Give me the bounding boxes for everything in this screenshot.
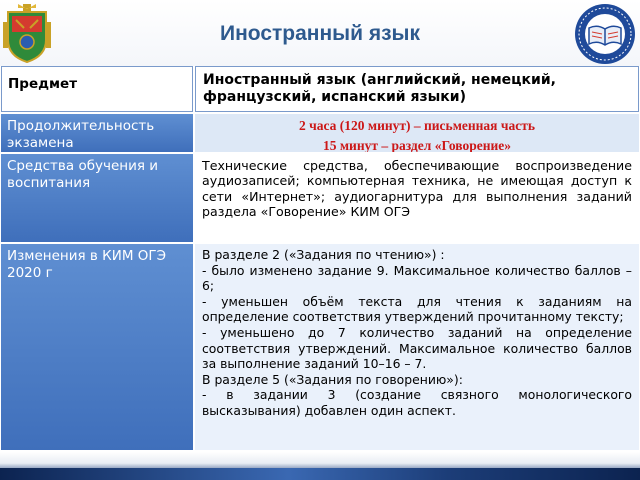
row-value-means: Технические средства, обеспечивающие воспроизведение аудиозаписей; компьютерная техника, не имеющая доступ к сети «Интернет»; аудиогарнитура для выполнения заданий раздела «Говорение» КИМ ОГЭ bbox=[195, 154, 639, 242]
duration-written: 2 часа (120 минут) – письменная часть bbox=[298, 118, 535, 133]
row-label-means: Средства обучения и воспитания bbox=[1, 154, 193, 242]
changes-line: - уменьшено до 7 количество заданий на определение соответствия утверждений. Максимальное количество баллов за выполнение заданий 10–16 – 7. bbox=[202, 324, 632, 372]
changes-line: - было изменено задание 9. Максимальное количество баллов – 6; bbox=[202, 262, 632, 294]
row-label-subject: Предмет bbox=[1, 66, 193, 112]
changes-line: В разделе 5 («Задания по говорению»): bbox=[202, 371, 463, 387]
row-value-duration bbox=[195, 114, 639, 152]
header bbox=[0, 0, 640, 66]
page-title: Иностранный язык bbox=[220, 22, 420, 45]
book-seal-icon bbox=[574, 3, 636, 65]
changes-line: - в задании 3 (создание связного монологического высказывания) добавлен один аспект. bbox=[202, 387, 632, 418]
duration-speaking: 15 минут – раздел «Говорение» bbox=[322, 138, 512, 152]
row-label-changes: Изменения в КИМ ОГЭ 2020 г bbox=[1, 244, 193, 450]
row-label-duration: Продолжительность экзамена bbox=[1, 114, 193, 152]
footer-stripe bbox=[0, 468, 640, 480]
row-value-subject: Иностранный язык (английский, немецкий, французский, испанский языки) bbox=[195, 66, 639, 112]
row-value-changes bbox=[195, 244, 639, 450]
info-table bbox=[1, 66, 639, 450]
changes-line: - уменьшен объём текста для чтения к заданиям на определение соответствия утверждений прочитанному тексту; bbox=[202, 293, 632, 325]
changes-line: В разделе 2 («Задания по чтению») : bbox=[202, 247, 445, 262]
